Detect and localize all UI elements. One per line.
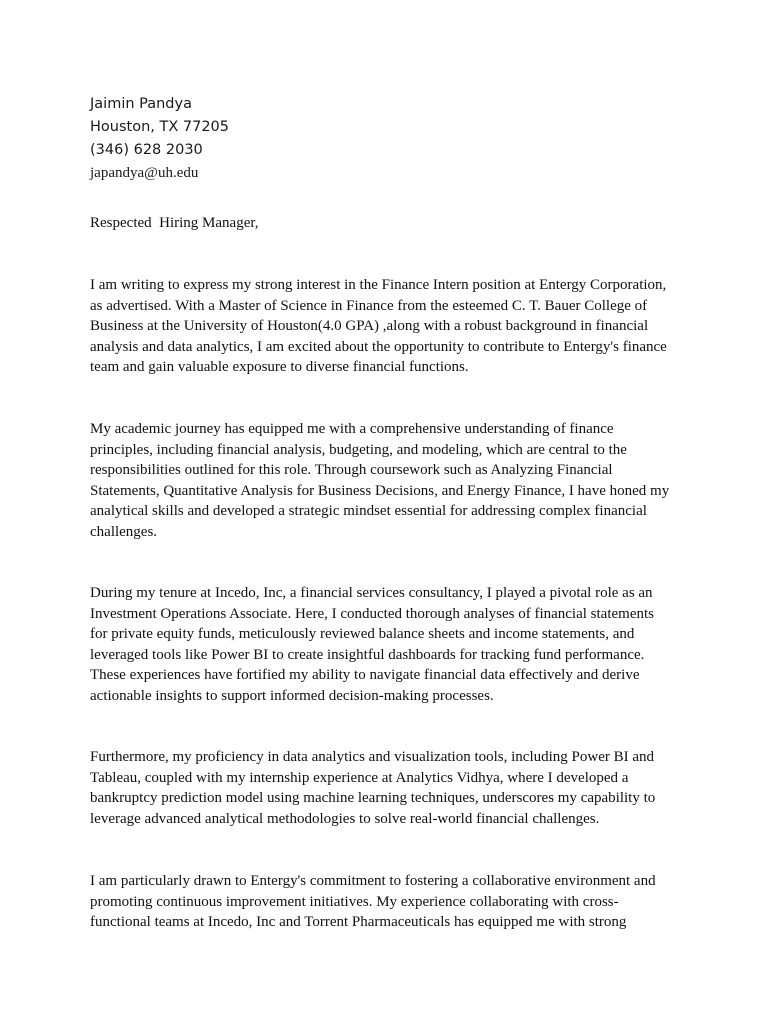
sender-email: japandya@uh.edu [90, 165, 199, 181]
sender-name: Jaimin Pandya [90, 96, 192, 112]
paragraph-line: Investment Operations Associate. Here, I conducted thorough analyses of financial statements [90, 605, 654, 622]
paragraph-line: analysis and data analytics, I am excited about the opportunity to contribute to Entergy's finance [90, 338, 667, 355]
paragraph-line: for private equity funds, meticulously reviewed balance sheets and income statements, and [90, 626, 635, 643]
paragraph-line: Furthermore, my proficiency in data analytics and visualization tools, including Power BI and [90, 749, 655, 765]
salutation: Respected Hiring Manager, [90, 215, 259, 231]
paragraph-motivation [90, 871, 690, 933]
paragraph-line: leveraged tools like Power BI to create insightful dashboards for tracking fund performance. [90, 646, 645, 663]
paragraph-line: leverage advanced analytical methodologies to solve real-world financial challenges. [90, 810, 600, 827]
paragraph-line: analytical skills and developed a strategic mindset essential for addressing complex financial [90, 503, 647, 520]
sender-block [90, 93, 229, 185]
paragraph-line: team and gain valuable exposure to diverse financial functions. [90, 359, 469, 376]
paragraph-line: My academic journey has equipped me with a comprehensive understanding of finance [90, 421, 614, 437]
paragraph-line: responsibilities outlined for this role. Through coursework such as Analyzing Financial [90, 462, 613, 479]
paragraph-line: promoting continuous improvement initiatives. My experience collaborating with cross- [90, 893, 619, 910]
sender-address: Houston, TX 77205 [90, 119, 230, 135]
paragraph-line: challenges. [90, 523, 158, 540]
paragraph-skills [90, 747, 690, 829]
paragraph-intro [90, 275, 690, 378]
paragraph-line: actionable insights to support informed decision-making processes. [90, 687, 494, 704]
paragraph-line: as advertised. With a Master of Science in Finance from the esteemed C. T. Bauer College of [90, 297, 648, 314]
paragraph-line: principles, including financial analysis, budgeting, and modeling, which are central to the [90, 441, 627, 458]
paragraph-line: These experiences have fortified my ability to navigate financial data effectively and derive [90, 667, 640, 684]
paragraph-line: Tableau, coupled with my internship experience at Analytics Vidhya, where I developed a [90, 769, 629, 786]
paragraph-line: During my tenure at Incedo, Inc, a financial services consultancy, I played a pivotal role as an [90, 585, 653, 601]
paragraph-experience [90, 583, 690, 707]
paragraph-academic [90, 419, 690, 543]
paragraph-line: functional teams at Incedo, Inc and Torrent Pharmaceuticals has equipped me with strong [90, 914, 627, 931]
paragraph-line: bankruptcy prediction model using machine learning techniques, underscores my capability to [90, 790, 656, 807]
sender-phone: (346) 628 2030 [90, 142, 203, 158]
paragraph-line: Business at the University of Houston(4.0 GPA) ,along with a robust background in financial [90, 318, 649, 335]
paragraph-line: I am writing to express my strong interest in the Finance Intern position at Entergy Corporation, [90, 277, 667, 293]
paragraph-line: Statements, Quantitative Analysis for Business Decisions, and Energy Finance, I have honed my [90, 482, 670, 499]
paragraph-line: I am particularly drawn to Entergy's commitment to fostering a collaborative environment and [90, 873, 656, 889]
